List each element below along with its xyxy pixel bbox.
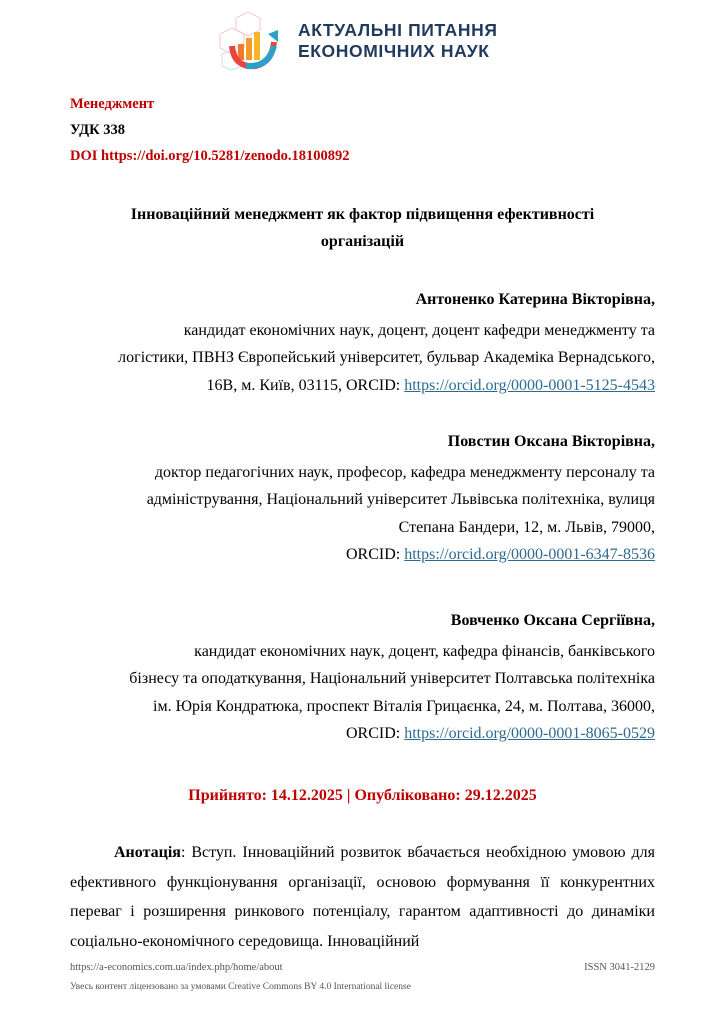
affiliation-line: кандидат економічних наук, доцент, кафедра фінансів, банківського bbox=[194, 642, 655, 660]
orcid-link[interactable]: https://orcid.org/0000-0001-8065-0529 bbox=[404, 725, 655, 742]
footer-license: Увесь контент ліцензовано за умовами Creative Commons BY 4.0 International license bbox=[70, 982, 411, 992]
author-name: Вовченко Оксана Сергіївна, bbox=[450, 612, 655, 629]
logo-text-line2: ЕКОНОМІЧНИХ НАУК bbox=[298, 41, 490, 61]
abstract bbox=[70, 838, 655, 956]
journal-logo bbox=[216, 10, 516, 74]
title-line-2: організацій bbox=[320, 233, 405, 250]
udc-code: УДК 338 bbox=[70, 122, 126, 138]
affiliation-line: ім. Юрія Кондратюка, проспект Віталія Грицаєнка, 24, м. Полтава, 36000, bbox=[153, 697, 655, 715]
affiliation-line: бізнесу та оподаткування, Національний університет Полтавська політехніка bbox=[129, 670, 655, 687]
affiliation-line: ORCID: bbox=[345, 546, 405, 563]
author-1 bbox=[70, 286, 655, 399]
orcid-link[interactable]: https://orcid.org/0000-0001-5125-4543 bbox=[404, 376, 655, 394]
article-title bbox=[70, 201, 655, 255]
author-3 bbox=[70, 607, 655, 748]
abstract-label: Анотація bbox=[114, 844, 181, 861]
doi[interactable]: DOI https://doi.org/10.5281/zenodo.18100892 bbox=[70, 148, 350, 164]
orcid-link[interactable]: https://orcid.org/0000-0001-6347-8536 bbox=[404, 546, 655, 563]
author-2 bbox=[70, 428, 655, 569]
affiliation-line: доктор педагогічних наук, професор, кафедра менеджменту персоналу та bbox=[154, 463, 655, 481]
abstract-text: : Вступ. Інноваційний розвиток вбачається необхідною умовою для ефективного функціонування організації, основою формування її конкурентних переваг і розширення ринкового потенціалу, гарантом адаптивності до динаміки соціально-економічного середовища. Інноваційний bbox=[70, 844, 655, 950]
affiliation-line: 16В, м. Київ, 03115, ORCID: bbox=[206, 376, 405, 394]
author-name: Антоненко Катерина Вікторівна, bbox=[415, 291, 655, 308]
affiliation-line: ORCID: bbox=[345, 725, 405, 742]
publication-dates: Прийнято: 14.12.2025 | Опубліковано: 29.12.2025 bbox=[188, 787, 537, 804]
affiliation-line: Степана Бандери, 12, м. Львів, 79000, bbox=[398, 518, 655, 536]
logo-text-line1: АКТУАЛЬНІ ПИТАННЯ bbox=[298, 20, 498, 40]
affiliation-line: логістики, ПВНЗ Європейський університет, бульвар Академіка Вернадського, bbox=[118, 349, 655, 366]
title-line-1: Інноваційний менеджмент як фактор підвищення ефективності bbox=[130, 206, 595, 223]
author-name: Повстин Оксана Вікторівна, bbox=[447, 433, 655, 450]
affiliation-line: кандидат економічних наук, доцент, доцент кафедри менеджменту та bbox=[183, 321, 655, 339]
footer-url[interactable]: https://a-economics.com.ua/index.php/home/about bbox=[70, 962, 283, 973]
footer-issn: ISSN 3041-2129 bbox=[584, 962, 655, 973]
section-label: Менеджмент bbox=[70, 96, 155, 112]
logo-chart-icon bbox=[216, 10, 288, 74]
affiliation-line: адміністрування, Національний університет Львівська політехніка, вулиця bbox=[146, 491, 655, 508]
